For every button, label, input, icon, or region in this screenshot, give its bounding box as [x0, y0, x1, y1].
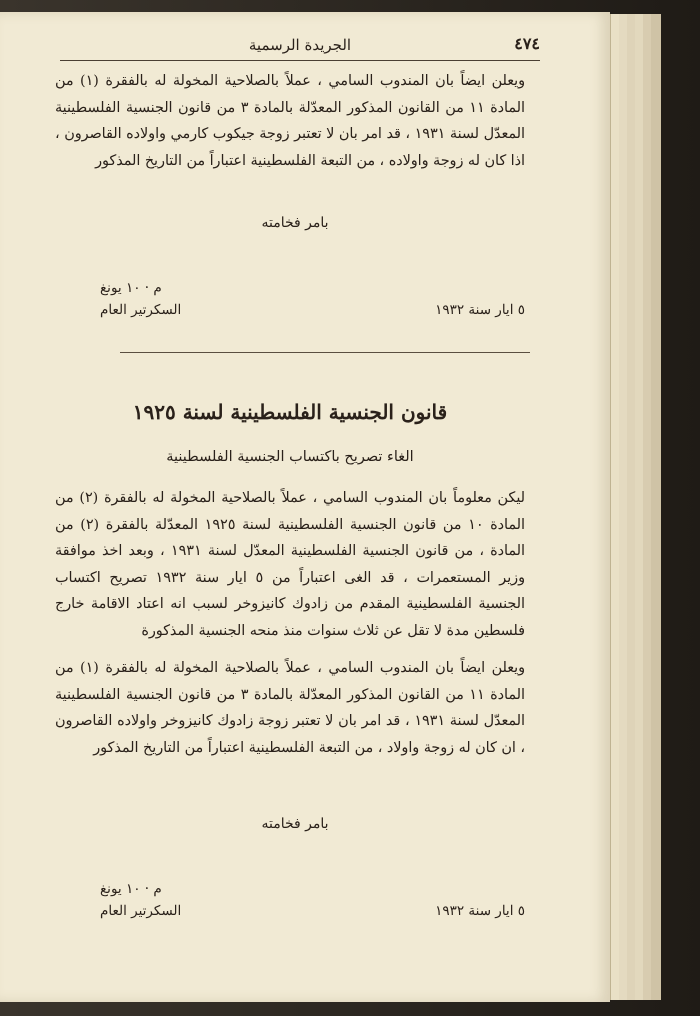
notice-1-signatory-name: م · ١٠ يونغ [100, 280, 162, 296]
law-title: قانون الجنسية الفلسطينية لسنة ١٩٢٥ [132, 400, 448, 424]
page-edge [634, 14, 643, 1000]
page-number: ٤٧٤ [514, 34, 540, 53]
page-edge [610, 14, 619, 1000]
page-edge [618, 14, 627, 1000]
page-edge [650, 14, 661, 1000]
notice-1-paragraph: ويعلن ايضاً بان المندوب السامي ، عملاً بالصلاحية المخولة له بالفقرة (١) من المادة ١١ من القانون المذكور المعدّلة بالمادة ٣ من قانون الجنسية الفلسطينية المعدّل لسنة ١٩٣١ ، قد امر بان لا تعتبر زوجة جيكوب كارمي واولاده القاصرون ، اذا كان له زوجة واولاده ، من التبعة الفلسطينية اعتباراً من التاريخ المذكور [55, 73, 525, 169]
page-edge [626, 14, 635, 1000]
gazette-title: الجريدة الرسمية [248, 36, 352, 54]
notice-2-paragraph-1: ليكن معلوماً بان المندوب السامي ، عملاً بالصلاحية المخولة له بالفقرة (٢) من المادة ١٠ من قانون الجنسية الفلسطينية لسنة ١٩٢٥ المعدّلة بالفقرة (٢) من المادة ، من قانون الجنسية الفلسطينية المعدّل لسنة ١٩٣١ ، وبعد اخذ موافقة وزير المستعمرات ، قد الغى اعتباراً من ٥ ايار سنة ١٩٣٢ تصريح اكتساب الجنسية الفلسطينية المقدم من زادوك كانيزوخر لسبب انه اعتاد الاقامة خارج فلسطين مدة لا تقل عن ثلاث سنوات منذ منحه الجنسية المذكورة [55, 490, 525, 639]
notice-2-signatory-title: السكرتير العام [100, 903, 182, 919]
notice-2-date: ٥ ايار سنة ١٩٣٢ [435, 903, 525, 919]
notice-1-by-order: بامر فخامته [261, 215, 329, 231]
notice-1-date: ٥ ايار سنة ١٩٣٢ [435, 302, 525, 318]
page-edge [642, 14, 651, 1000]
notice-2-signatory-name: م · ١٠ يونغ [100, 881, 162, 897]
notice-1-signatory-title: السكرتير العام [100, 302, 182, 318]
law-subtitle: الغاء تصريح باكتساب الجنسية الفلسطينية [166, 449, 414, 465]
section-divider [120, 352, 530, 353]
page-header [60, 34, 540, 61]
notice-2-by-order: بامر فخامته [261, 816, 329, 832]
gazette-page [0, 12, 610, 1002]
notice-2-paragraph-2: ويعلن ايضاً بان المندوب السامي ، عملاً بالصلاحية المخولة له بالفقرة (١) من المادة ١١ من القانون المذكور المعدّلة بالمادة ٣ من قانون الجنسية الفلسطينية المعدّل لسنة ١٩٣١ ، قد امر بان لا تعتبر زوجة زادوك كانيزوخر واولاده القاصرون ، ان كان له زوجة واولاد ، من التبعة الفلسطينية اعتباراً من التاريخ المذكور [55, 660, 525, 756]
